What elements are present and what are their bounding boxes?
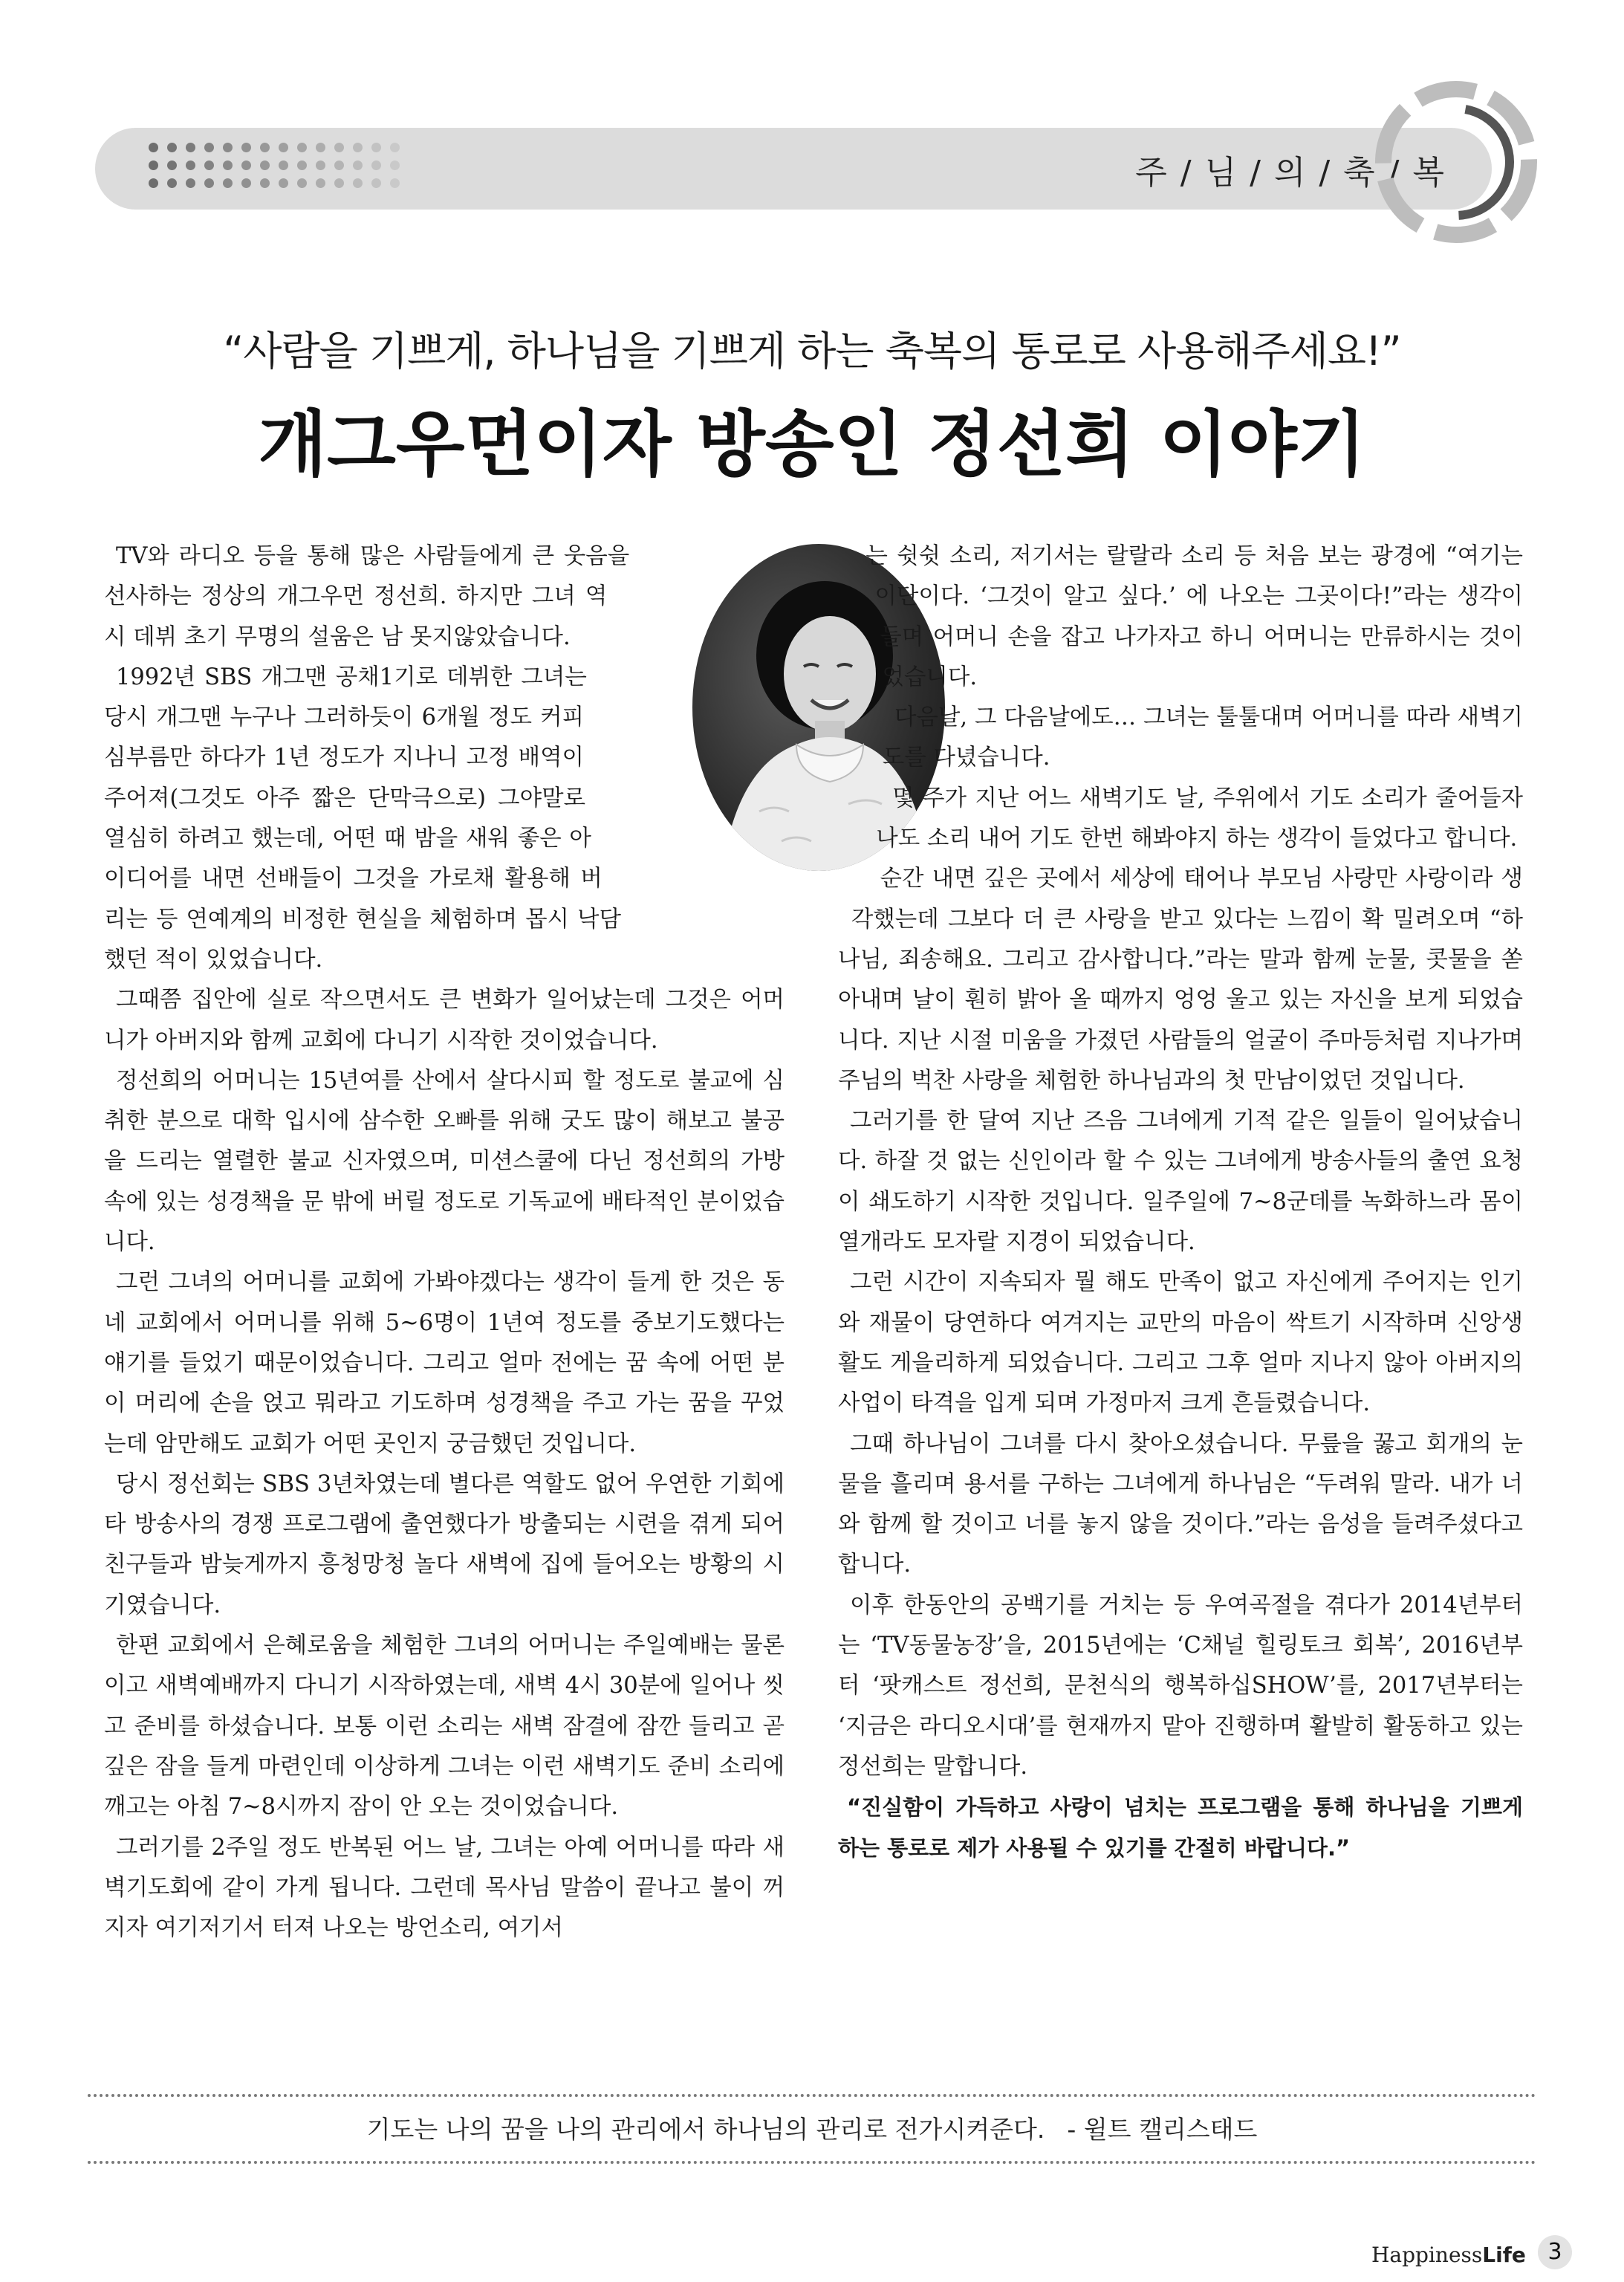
divider-bottom	[88, 2161, 1536, 2164]
decorative-dot	[279, 143, 288, 152]
decorative-dot	[149, 178, 158, 188]
article-column-left	[104, 537, 785, 1948]
decorative-dot	[334, 161, 344, 170]
decorative-dot-grid	[149, 143, 416, 195]
decorative-dot	[353, 143, 363, 152]
brand-logo	[1371, 2243, 1526, 2267]
footer-quote-text: 기도는 나의 꿈을 나의 관리에서 하나님의 관리로 전가시켜준다.	[366, 2115, 1045, 2144]
decorative-dot	[241, 143, 251, 152]
paragraph: 그러기를 2주일 정도 반복된 어느 날, 그녀는 아예 어머니를 따라 새벽기도회에 같이 가게 됩니다. 그런데 목사님 말씀이 끝나고 불이 꺼지자 여기저기서 터져 나오는 방언소리, 여기서	[104, 1834, 785, 1942]
decorative-dot	[353, 161, 363, 170]
decorative-dot	[241, 161, 251, 170]
decorative-dot	[186, 143, 195, 152]
footer-quote	[0, 2110, 1624, 2145]
paragraph: 정선희의 어머니는 15년여를 산에서 살다시피 할 정도로 불교에 심취한 분으로 대학 입시에 삼수한 오빠를 위해 굿도 많이 해보고 불공을 드리는 열렬한 불교 신자였으며, 미션스쿨에 다닌 정선희의 가방 속에 있는 성경책을 문 밖에 버릴 정도로 기독교에 배타적인 분이었습니다.	[104, 1067, 785, 1256]
decorative-dot	[149, 143, 158, 152]
decorative-dot	[297, 143, 307, 152]
decorative-dot	[390, 143, 400, 152]
paragraph: 그때 하나님이 그녀를 다시 찾아오셨습니다. 무릎을 꿇고 회개의 눈물을 흘리며 용서를 구하는 그녀에게 하나님은 “두려워 말라. 내가 너와 함께 할 것이고 너를 놓지 않을 것이다.”라는 음성을 들려주셨다고 합니다.	[838, 1430, 1523, 1578]
decorative-dot	[334, 178, 344, 188]
paragraph: 그때쯤 집안에 실로 작으면서도 큰 변화가 일어났는데 그것은 어머니가 아버지와 함께 교회에 다니기 시작한 것이었습니다.	[104, 987, 785, 1054]
section-title: 주 / 님 / 의 / 축 / 복	[1135, 154, 1446, 192]
decorative-dot	[186, 161, 195, 170]
decorative-dot	[371, 161, 381, 170]
decorative-dot	[167, 161, 177, 170]
brand-regular: Happiness	[1371, 2243, 1483, 2267]
decorative-dot	[186, 178, 195, 188]
decorative-ring-icon	[1367, 73, 1545, 251]
decorative-dot	[297, 161, 307, 170]
paragraph: 그런 그녀의 어머니를 교회에 가봐야겠다는 생각이 들게 한 것은 동네 교회에서 어머니를 위해 5~6명이 1년여 정도를 중보기도했다는 얘기를 들었기 때문이었습니다. 그리고 얼마 전에는 꿈 속에 어떤 분이 머리에 손을 얹고 뭐라고 기도하며 성경책을 주고 가는 꿈을 꾸었는데 암만해도 교회가 어떤 곳인지 궁금했던 것입니다.	[104, 1269, 785, 1457]
decorative-dot	[223, 178, 233, 188]
divider-top	[88, 2094, 1536, 2097]
decorative-dot	[149, 161, 158, 170]
decorative-dot	[390, 178, 400, 188]
article-column-right	[838, 537, 1523, 1868]
article-subtitle: “사람을 기쁘게, 하나님을 기쁘게 하는 축복의 통로로 사용해주세요!”	[223, 328, 1401, 375]
article-title: 개그우먼이자 방송인 정선희 이야기	[258, 403, 1366, 486]
decorative-dot	[279, 178, 288, 188]
decorative-dot	[334, 143, 344, 152]
decorative-dot	[316, 143, 325, 152]
decorative-dot	[167, 178, 177, 188]
paragraph: 당시 정선회는 SBS 3년차였는데 별다른 역할도 없어 우연한 기회에 타 방송사의 경쟁 프로그램에 출연했다가 방출되는 시련을 겪게 되어 친구들과 밤늦게까지 흥청망청 놀다 새벽에 집에 들어오는 방황의 시기였습니다.	[104, 1471, 785, 1618]
decorative-dot	[223, 161, 233, 170]
paragraph: TV와 라디오 등을 통해 많은 사람들에게 큰 웃음을 선사하는 정상의 개그우먼 정선희. 하지만 그녀 역시 데뷔 초기 무명의 설움은 남 못지않았습니다.	[104, 543, 630, 650]
paragraph: 다음날, 그 다음날에도… 그녀는 툴툴대며 어머니를 따라 새벽기도를 다녔습니다.	[882, 704, 1523, 771]
decorative-dot	[279, 161, 288, 170]
decorative-dot	[260, 178, 270, 188]
decorative-dot	[371, 143, 381, 152]
paragraph: 한편 교회에서 은혜로움을 체험한 그녀의 어머니는 주일예배는 물론이고 새벽예배까지 다니기 시작하였는데, 새벽 4시 30분에 일어나 씻고 준비를 하셨습니다. 보통 이런 소리는 새벽 잠결에 잠깐 들리고 곧 깊은 잠을 들게 마련인데 이상하게 그녀는 이런 새벽기도 준비 소리에 깨고는 아침 7~8시까지 잠이 안 오는 것이었습니다.	[104, 1633, 785, 1821]
paragraph: 그런 시간이 지속되자 뭘 해도 만족이 없고 자신에게 주어지는 인기와 재물이 당연하다 여겨지는 교만의 마음이 싹트기 시작하며 신앙생활도 게을리하게 되었습니다. 그리고 그후 얼마 지나지 않아 아버지의 사업이 타격을 입게 되며 가정마저 크게 흔들렸습니다.	[838, 1269, 1523, 1417]
paragraph: 이후 한동안의 공백기를 거치는 등 우여곡절을 겪다가 2014년부터는 ‘TV동물농장’을, 2015년에는 ‘C채널 힐링토크 회복’, 2016년부터 ‘팟캐스트 정선희, 문천식의 행복하십SHOW’를, 2017년부터는 ‘지금은 라디오시대’를 현재까지 맡아 진행하며 활발히 활동하고 있는 정선희는 말합니다.	[838, 1592, 1523, 1780]
decorative-dot	[353, 178, 363, 188]
brand-bold: Life	[1482, 2243, 1526, 2267]
decorative-dot	[241, 178, 251, 188]
paragraph: 는 쉿쉿 소리, 저기서는 랄랄라 소리 등 처음 보는 광경에 “여기는 이단이다. ‘그것이 알고 싶다.’ 에 나오는 그곳이다!”라는 생각이 들며 어머니 손을 잡고 나가자고 하니 어머니는 만류하시는 것이었습니다.	[865, 543, 1523, 690]
decorative-dot	[297, 178, 307, 188]
decorative-dot	[371, 178, 381, 188]
decorative-dot	[223, 143, 233, 152]
decorative-dot	[204, 178, 214, 188]
decorative-dot	[260, 143, 270, 152]
paragraph: 순간 내면 깊은 곳에서 세상에 태어나 부모님 사랑만 사랑이라 생각했는데 그보다 더 큰 사랑을 받고 있다는 느낌이 확 밀려오며 “하나님, 죄송해요. 그리고 감사합니다.”라는 말과 함께 눈물, 콧물을 쏟아내며 날이 훤히 밝아 올 때까지 엉엉 울고 있는 자신을 보게 되었습니다. 지난 시절 미움을 가졌던 사람들의 얼굴이 주마등처럼 지나가며 주님의 벅찬 사랑을 체험한 하나님과의 첫 만남이었던 것입니다.	[838, 866, 1523, 1094]
decorative-dot	[260, 161, 270, 170]
page-number: 3	[1538, 2235, 1572, 2269]
decorative-dot	[204, 161, 214, 170]
decorative-dot	[204, 143, 214, 152]
decorative-dot	[390, 161, 400, 170]
paragraph: 그러기를 한 달여 지난 즈음 그녀에게 기적 같은 일들이 일어났습니다. 하잘 것 없는 신인이라 할 수 있는 그녀에게 방송사들의 출연 요청이 쇄도하기 시작한 것입니다. 일주일에 7~8군데를 녹화하느라 몸이 열개라도 모자랄 지경이 되었습니다.	[838, 1108, 1523, 1256]
footer-quote-author: - 윌트 캘리스태드	[1067, 2115, 1258, 2144]
decorative-dot	[316, 161, 325, 170]
paragraph: 1992년 SBS 개그맨 공채1기로 데뷔한 그녀는 당시 개그맨 누구나 그러하듯이 6개월 정도 커피 심부름만 하다가 1년 정도가 지나니 고정 배역이 주어져(그것도 아주 짧은 단막극으로) 그야말로 열심히 하려고 했는데, 어떤 때 밤을 새워 좋은 아이디어를 내면 선배들이 그것을 가로채 활용해 버리는 등 연예계의 비정한 현실을 체험하며 몹시 낙담했던 적이 있었습니다.	[104, 664, 621, 973]
decorative-dot	[316, 178, 325, 188]
decorative-dot	[167, 143, 177, 152]
closing-quote: “진실함이 가득하고 사랑이 넘치는 프로그램을 통해 하나님을 기쁘게 하는 통로로 제가 사용될 수 있기를 간절히 바랍니다.”	[838, 1795, 1523, 1861]
paragraph: 몇 주가 지난 어느 새벽기도 날, 주위에서 기도 소리가 줄어들자 나도 소리 내어 기도 한번 해봐야지 하는 생각이 들었다고 합니다.	[876, 785, 1523, 852]
